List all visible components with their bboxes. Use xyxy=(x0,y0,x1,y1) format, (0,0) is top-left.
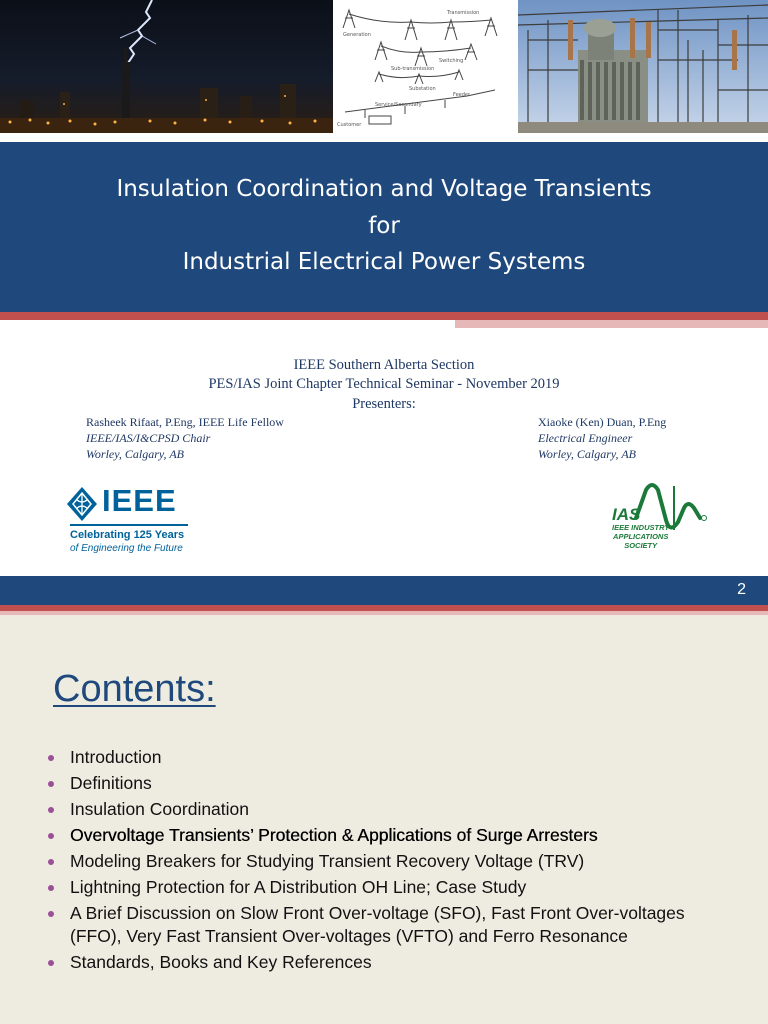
list-item-text: Modeling Breakers for Studying Transient Recovery Voltage (TRV) xyxy=(70,851,585,871)
stripe-inset xyxy=(0,320,455,328)
svg-text:Transmission: Transmission xyxy=(447,10,480,16)
ieee-logo xyxy=(66,484,191,556)
bullet-dot-icon xyxy=(48,807,54,813)
presenter-right xyxy=(538,414,666,462)
slide-number: 2 xyxy=(737,581,746,598)
ias-logo xyxy=(600,478,710,558)
bullet-dot-icon xyxy=(48,833,54,839)
ias-line-3: SOCIETY xyxy=(624,541,658,550)
ias-wordmark: IAS xyxy=(612,505,641,524)
presenter-right-name: Xiaoke (Ken) Duan, P.Eng xyxy=(538,415,667,429)
ieee-wordmark: IEEE xyxy=(102,483,177,518)
list-item xyxy=(48,824,728,847)
ias-text xyxy=(612,506,669,550)
contents-list xyxy=(48,746,728,977)
ieee-tagline-2: of Engineering the Future xyxy=(70,543,183,554)
svg-text:Generation: Generation xyxy=(343,32,371,38)
list-item-text: Standards, Books and Key References xyxy=(70,952,372,972)
list-item xyxy=(48,902,728,948)
presenter-left-role: IEEE/IAS/I&CPSD Chair xyxy=(86,431,211,445)
svg-text:Switching: Switching xyxy=(439,58,464,64)
slide2-pink-stripe xyxy=(0,611,768,615)
presenter-left-name: Rasheek Rifaat, P.Eng, IEEE Life Fellow xyxy=(86,415,284,429)
svg-text:Customer: Customer xyxy=(337,122,362,128)
title-line-3: Industrial Electrical Power Systems xyxy=(182,249,586,275)
bullet-dot-icon xyxy=(48,911,54,917)
title-band xyxy=(0,142,768,312)
list-item xyxy=(48,772,728,795)
bullet-dot-icon xyxy=(48,960,54,966)
svg-text:Feeder: Feeder xyxy=(453,92,471,98)
bullet-dot-icon xyxy=(48,781,54,787)
list-item-text: Introduction xyxy=(70,747,162,767)
contents-slide xyxy=(0,576,768,1024)
list-item xyxy=(48,951,728,974)
presenter-right-org: Worley, Calgary, AB xyxy=(538,447,637,461)
seminar-name: PES/IAS Joint Chapter Technical Seminar - November 2019 xyxy=(208,376,560,392)
header-photo-strip xyxy=(0,0,768,133)
svg-text:Sub-transmission: Sub-transmission xyxy=(391,66,435,72)
list-item xyxy=(48,746,728,769)
substation-photo xyxy=(518,0,768,133)
bullet-dot-icon xyxy=(48,755,54,761)
list-item-text: Definitions xyxy=(70,773,152,793)
presenter-right-role: Electrical Engineer xyxy=(538,431,633,445)
svg-text:Service/Secondary: Service/Secondary xyxy=(375,102,422,108)
slide2-header-bar xyxy=(0,576,768,605)
bullet-dot-icon xyxy=(48,885,54,891)
list-item-text: A Brief Discussion on Slow Front Over-voltage (SFO), Fast Front Over-voltages (FFO), Very Fast Transient Over-voltages (VFTO) and Ferro Resonance xyxy=(70,903,685,946)
list-item xyxy=(48,876,728,899)
list-item xyxy=(48,798,728,821)
presenters-label: Presenters: xyxy=(352,396,416,412)
list-item xyxy=(48,850,728,873)
ieee-rule xyxy=(70,524,188,526)
section-name: IEEE Southern Alberta Section xyxy=(293,357,475,373)
ias-line-2: APPLICATIONS xyxy=(613,532,669,541)
presenter-left-org: Worley, Calgary, AB xyxy=(86,447,185,461)
contents-heading: Contents: xyxy=(53,668,216,710)
presenter-left xyxy=(86,414,284,462)
svg-text:Substation: Substation xyxy=(409,86,436,92)
ias-line-1: IEEE INDUSTRY xyxy=(612,523,670,532)
list-item-text: Insulation Coordination xyxy=(70,799,250,819)
red-stripe xyxy=(0,312,768,320)
title-line-2: for xyxy=(368,213,400,239)
ieee-emblem-icon xyxy=(66,486,98,522)
title-line-1: Insulation Coordination and Voltage Transients xyxy=(116,176,652,202)
list-item-text: Lightning Protection for A Distribution OH Line; Case Study xyxy=(70,877,527,897)
ieee-tagline-1: Celebrating 125 Years xyxy=(70,529,185,541)
lightning-photo xyxy=(0,0,333,133)
transmission-diagram xyxy=(335,0,516,133)
list-item-text: Overvoltage Transients’ Protection & Applications of Surge Arresters xyxy=(70,825,598,845)
bullet-dot-icon xyxy=(48,859,54,865)
